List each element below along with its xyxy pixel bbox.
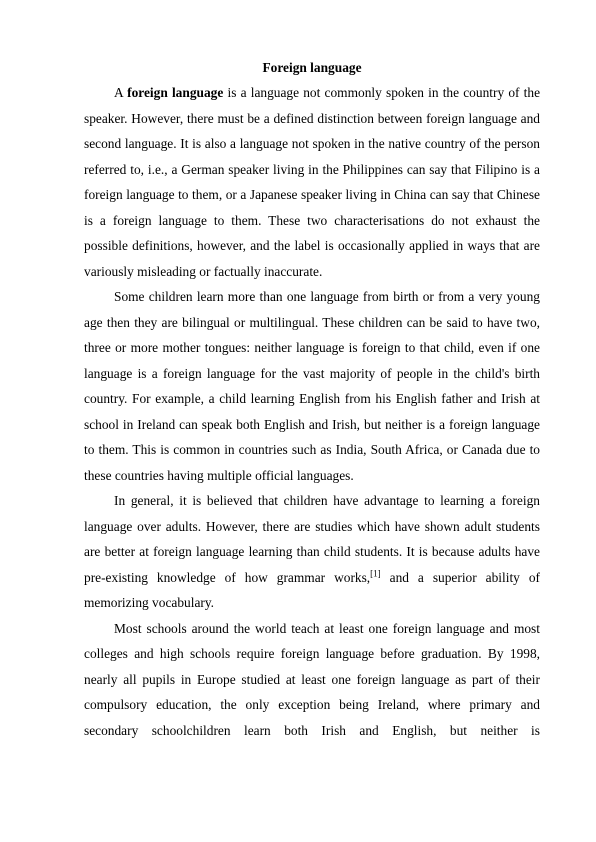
paragraph-schools: Most schools around the world teach at least one foreign language and most colleges and high schools require foreign language before graduation. By 1998, nearly all pupils in Europe studied at least one foreign language as part of their compulsory education, the only exception being Ireland, where primary and secondary schoolchildren learn both Irish and English, but neither is <box>84 620 540 738</box>
document-body <box>84 55 540 743</box>
paragraph-definition <box>84 80 540 284</box>
bold-term: foreign language <box>127 85 224 100</box>
page-title: Foreign language <box>262 60 362 75</box>
paragraph-text: and a superior ability of memorizing vocabulary. <box>84 569 540 610</box>
paragraph-text: In general, it is believed that children have advantage to learning a foreign language over adults. However, there are studies which have shown adult students are better at foreign language learning than child students. It is because adults have pre-existing knowledge of how grammar works, <box>84 493 540 585</box>
citation-link[interactable]: [1] <box>370 568 381 579</box>
paragraph-learning-age <box>84 488 540 616</box>
paragraph-multilingual: Some children learn more than one language from birth or from a very young age then they are bilingual or multilingual. These children can be said to have two, three or more mother tongues: neither language is foreign to that child, even if one language is a foreign language for the vast majority of people in the child's birth country. For example, a child learning English from his English father and Irish at school in Ireland can speak both English and Irish, but neither is a foreign language to them. This is common in countries such as India, South Africa, or Canada due to these countries having multiple official languages. <box>84 289 540 483</box>
paragraph-text: A <box>114 85 128 100</box>
paragraph-text: is a language not commonly spoken in the country of the speaker. However, there must be a defined distinction between foreign language and second language. It is also a language not spoken in the native country of the person referred to, i.e., a German speaker living in the Philippines can say that Filipino is a foreign language to them, or a Japanese speaker living in China can say that Chinese is a foreign language to them. These two characterisations do not exhaust the possible definitions, however, and the label is occasionally applied in ways that are variously misleading or factually inaccurate. <box>84 85 541 279</box>
